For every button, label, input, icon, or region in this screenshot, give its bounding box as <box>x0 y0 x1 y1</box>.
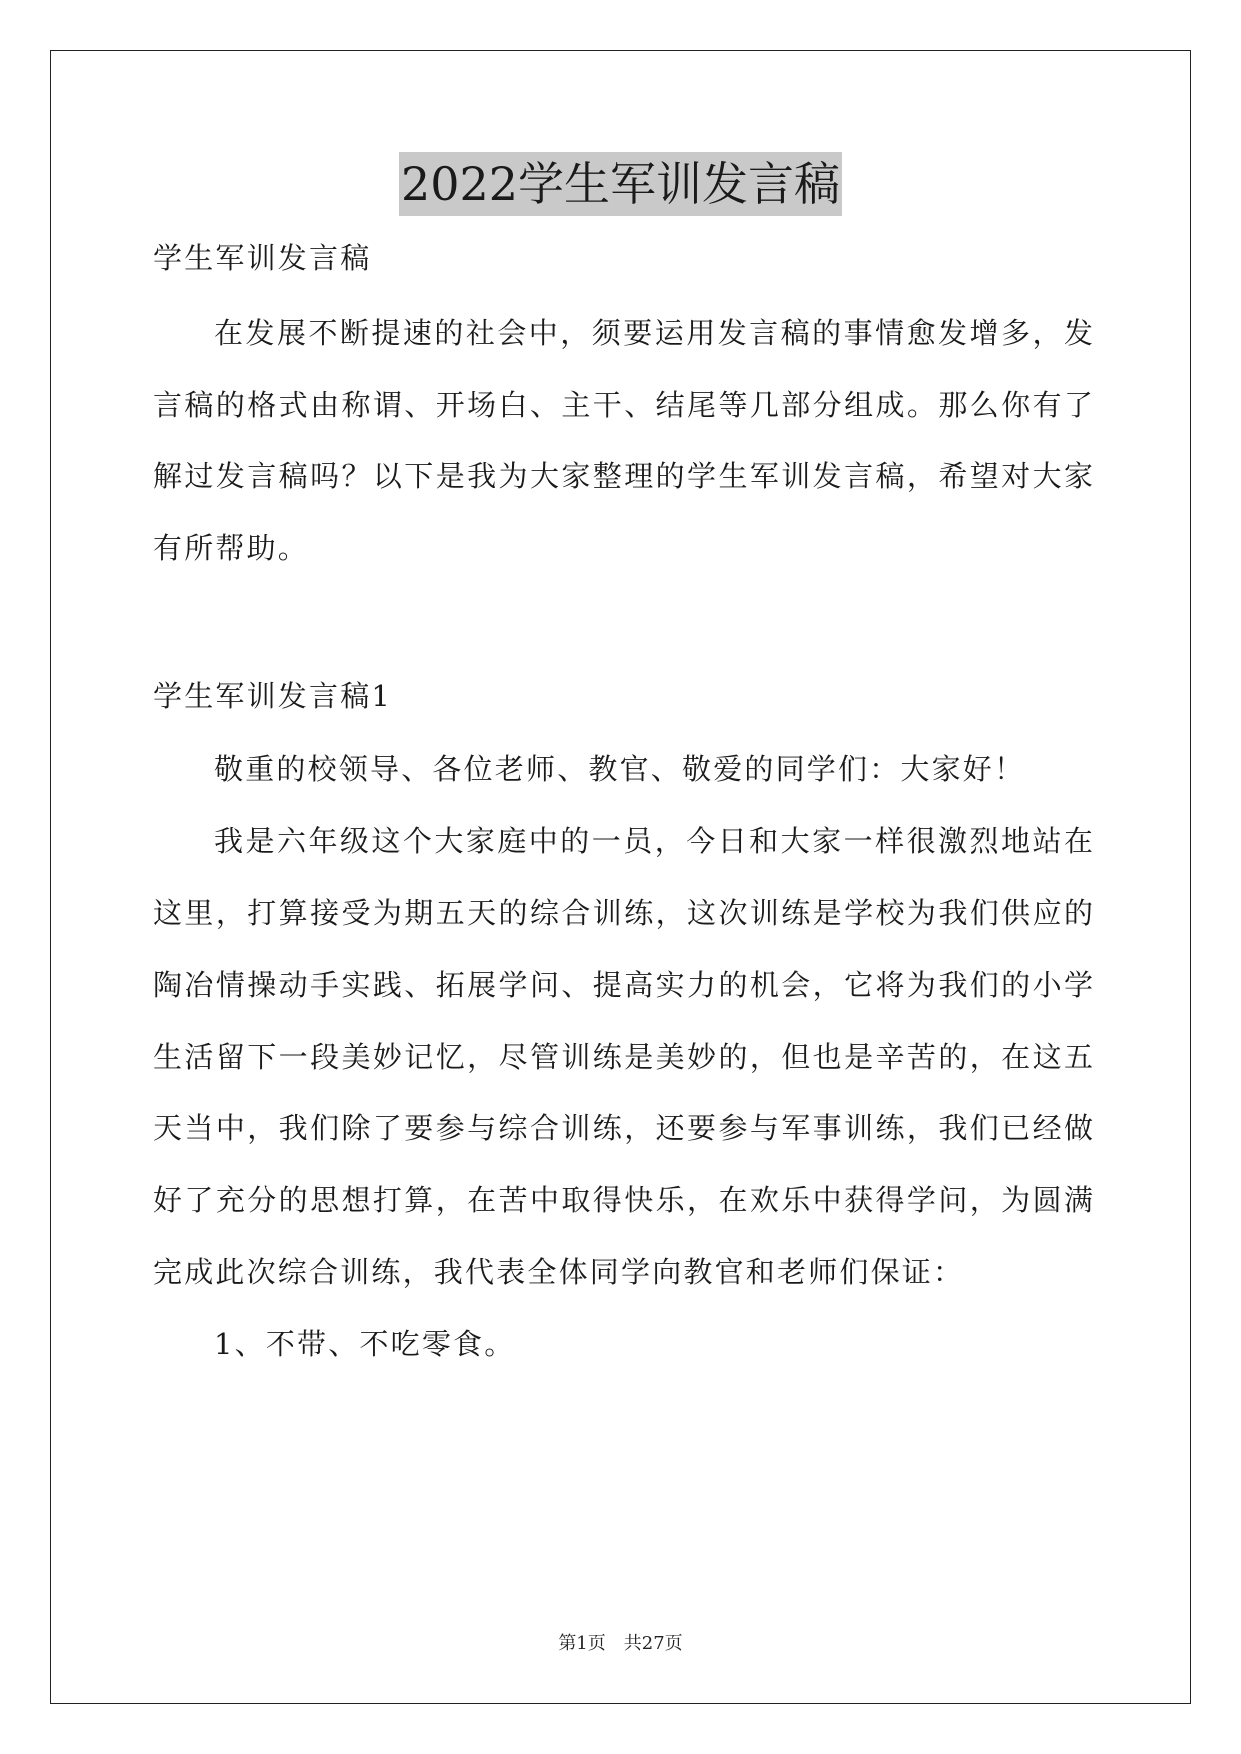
paragraph-line: 有所帮助。 <box>153 531 310 565</box>
paragraph-line: 天当中，我们除了要参与综合训练，还要参与军事训练，我们已经做 <box>153 1111 1093 1145</box>
page-total: 共27页 <box>623 1633 683 1654</box>
paragraph-line: 我是六年级这个大家庭中的一员，今日和大家一样很激烈地站在 <box>214 824 1093 858</box>
page-footer <box>0 1632 1241 1656</box>
paragraph-line: 生活留下一段美妙记忆，尽管训练是美妙的，但也是辛苦的，在这五 <box>153 1040 1093 1074</box>
page-border <box>50 50 1191 1704</box>
paragraph-line: 言稿的格式由称谓、开场白、主干、结尾等几部分组成。那么你有了 <box>153 388 1093 422</box>
paragraph-line: 完成此次综合训练，我代表全体同学向教官和老师们保证： <box>153 1255 965 1289</box>
paragraph-line: 解过发言稿吗？以下是我为大家整理的学生军训发言稿，希望对大家 <box>153 459 1093 493</box>
section-heading: 学生军训发言稿 <box>153 241 372 275</box>
paragraph-line: 这里，打算接受为期五天的综合训练，这次训练是学校为我们供应的 <box>153 896 1093 930</box>
paragraph-line: 陶冶情操动手实践、拓展学问、提高实力的机会，它将为我们的小学 <box>153 968 1093 1002</box>
paragraph-line: 在发展不断提速的社会中，须要运用发言稿的事情愈发增多，发 <box>214 316 1093 350</box>
list-item: 1、不带、不吃零食。 <box>214 1327 516 1361</box>
paragraph-line: 好了充分的思想打算，在苦中取得快乐，在欢乐中获得学问，为圆满 <box>153 1183 1093 1217</box>
document-title: 2022学生军训发言稿 <box>399 152 842 216</box>
paragraph-line: 敬重的校领导、各位老师、教官、敬爱的同学们：大家好！ <box>214 752 1026 786</box>
page-number: 第1页 <box>558 1633 606 1654</box>
title-container <box>0 152 1241 216</box>
section-heading: 学生军训发言稿1 <box>153 679 393 713</box>
